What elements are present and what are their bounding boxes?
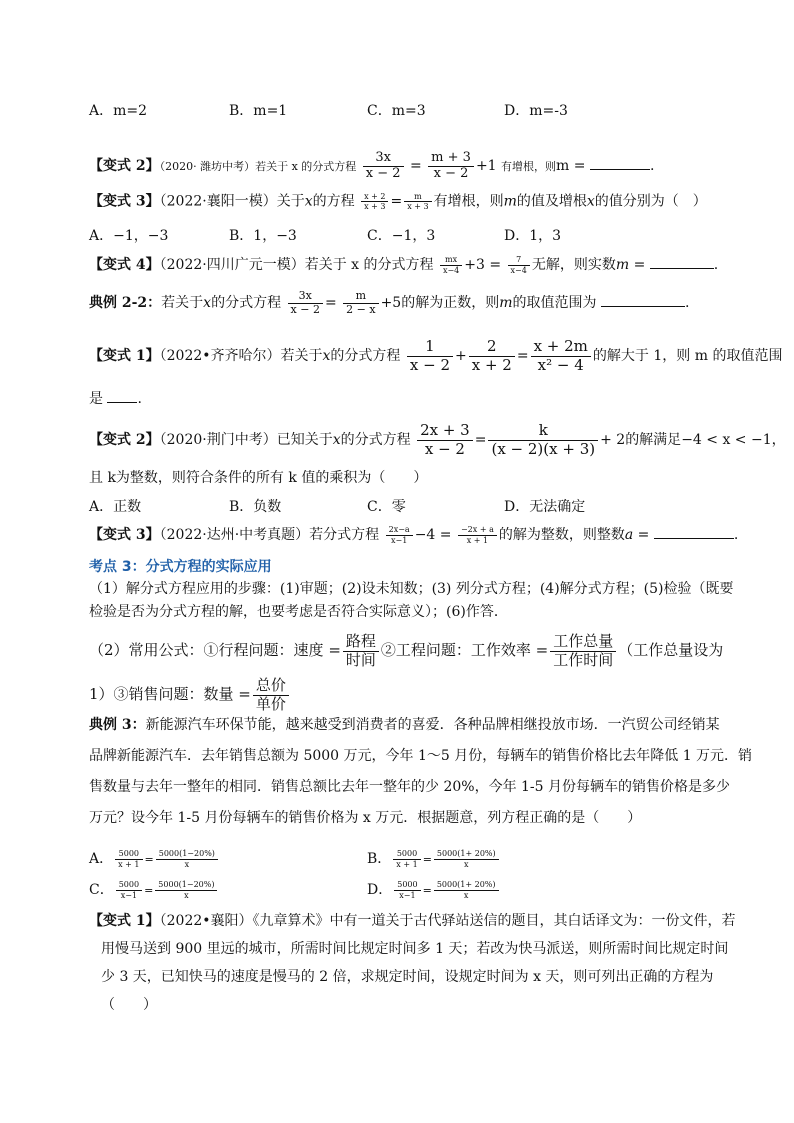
fraction: $\frac{m + 3}{x - 2}$ — [428, 151, 474, 182]
example-3-option-b: B． $\frac{5000}{x + 1}$ = $\frac{5000(1+ 20\%)}{x}$ — [367, 846, 501, 873]
section-heading: 考点 3：分式方程的实际应用 — [89, 559, 272, 575]
example-3-line3: 售数量与去年一整年的相同．销售总额比去年一整年的少 20%，今年 1-5 月份每辆车的销售价格是多少 — [89, 779, 731, 795]
variant-1c-line4: （ ） — [101, 997, 157, 1013]
steps-line2: 检验是否为分式方程的解，也要考虑是否符合实际意义）；(6)作答． — [89, 604, 508, 620]
variant-3b-question: 【变式 3】（2022·达州·中考真题）若分式方程 $\frac{2x-a}{x-1}$ −4 = $\frac{-2x + a}{x + 1}$ 的解为整数，则整数a = . — [89, 525, 739, 545]
fraction: $\frac{\text{总价}}{\text{单价}}$ — [253, 677, 289, 713]
fraction: $\frac{\text{路程}}{\text{时间}}$ — [343, 633, 379, 669]
answer-blank — [590, 155, 650, 170]
option-d: D．m=-3 — [504, 103, 568, 119]
fraction: $\frac{x + 2}{x + 3}$ — [361, 192, 388, 211]
fraction: $\frac{2}{x + 2}$ — [469, 338, 515, 374]
variant-4-question: 【变式 4】（2022·四川广元一模）若关于 x 的分式方程 $\frac{mx}{x-4}$ +3 = $\frac{7}{x-4}$ 无解，则实数m = . — [89, 255, 719, 275]
answer-blank — [650, 254, 714, 269]
example-2-2: 典例 2-2：若关于x的分式方程 $\frac{3x}{x - 2}$ = $\frac{m}{2 - x}$ +5的解为正数，则m的取值范围为 . — [89, 289, 690, 316]
example-3-line1: 典例 3：新能源汽车环保节能，越来越受到消费者的喜爱．各种品牌相继投放市场．一汽贸公司经销某 — [89, 717, 720, 733]
option-d: D．1，3 — [504, 228, 562, 244]
example-3-line2: 品牌新能源汽车．去年销售总额为 5000 万元，今年 1～5 月份，每辆车的销售价格比去年降低 1 万元．销 — [89, 748, 753, 764]
answer-blank — [601, 292, 685, 307]
answer-blank — [107, 388, 137, 403]
fraction: $\frac{k}{(x - 2)(x + 3)}$ — [488, 422, 598, 458]
option-b: B．m=1 — [229, 103, 288, 119]
variant-3-question: 【变式 3】（2022·襄阳一模）关于x的方程 $\frac{x + 2}{x + 3}$ = $\frac{m}{x + 3}$ 有增根，则m的值及增根x的值分别为（ ） — [89, 192, 707, 212]
variant-2b-question: 【变式 2】（2020·荆门中考）已知关于x的分式方程 $\frac{2x + 3}{x - 2}$ = $\frac{k}{(x - 2)(x + 3)}$ + 2的解满足−4 < x < −1， — [89, 421, 786, 458]
option-b: B．1，−3 — [229, 228, 297, 244]
option-c: C．−1，3 — [367, 228, 436, 244]
variant-2b-line2: 且 k为整数，则符合条件的所有 k 值的乘积为（ ） — [89, 470, 428, 486]
option-a: A．−1，−3 — [89, 228, 169, 244]
option-b: B．负数 — [229, 499, 282, 515]
fraction: $\frac{m}{2 - x}$ — [343, 290, 378, 316]
fraction: $\frac{2x-a}{x-1}$ — [386, 525, 413, 544]
fraction: $\frac{m}{x + 3}$ — [404, 192, 431, 211]
fraction: $\frac{x + 2m}{\text{x² − 4}}$ — [531, 338, 591, 374]
variant-label: 【变式 2】 — [89, 158, 160, 174]
example-3-line4: 万元？设今年 1-5 月份每辆车的销售价格为 x 万元．根据题意，列方程正确的是（ ） — [89, 810, 642, 826]
formulas-line1: （2）常用公式：①行程问题：速度 = $\frac{\text{路程}}{\text{时间}}$ ②工程问题：工作效率 = $\frac{\text{工作总量}}{\text{工作时间}}$ （工作总量设为 — [89, 632, 724, 669]
variant-1c-line1: 【变式 1】（2022•襄阳）《九章算术》中有一道关于古代驿站送信的题目，其白话译文为：一份文件，若 — [89, 913, 736, 929]
variant-2-question: 【变式 2】（2020· 潍坊中考）若关于 x 的分式方程 $\frac{3x}{x - 2}$ = $\frac{m + 3}{x - 2}$ +1 有增根，则m = . — [89, 149, 655, 181]
fraction: $\frac{3x}{x - 2}$ — [363, 151, 404, 182]
example-3-option-d: D． $\frac{5000}{x-1}$ = $\frac{5000(1+ 20\%)}{x}$ — [367, 877, 501, 904]
fraction: $\frac{3x}{x - 2}$ — [288, 290, 323, 316]
variant-1c-line2: 用慢马送到 900 里远的城市，所需时间比规定时间多 1 天；若改为快马派送，则所需时间比规定时间 — [101, 941, 729, 957]
fraction: $\frac{\text{工作总量}}{\text{工作时间}}$ — [550, 633, 616, 669]
example-3-option-a: A． $\frac{5000}{x + 1}$ = $\frac{5000(1-20\%)}{x}$ — [89, 846, 220, 873]
fraction: $\frac{2x + 3}{x - 2}$ — [417, 422, 473, 458]
option-a: A．正数 — [89, 499, 142, 515]
fraction: $\frac{7}{x-4}$ — [508, 255, 530, 274]
fraction: $\frac{-2x + a}{x + 1}$ — [458, 525, 497, 544]
option-c: C．零 — [367, 499, 406, 515]
answer-blank — [654, 524, 734, 539]
question-text: （2020· 潍坊中考）若关于 x 的分式方程 — [159, 160, 357, 173]
variant-1c-line3: 少 3 天，已知快马的速度是慢马的 2 倍，求规定时间，设规定时间为 x 天，则可列出正确的方程为 — [101, 969, 714, 985]
variant-1-line2: 是 . — [89, 388, 142, 408]
fraction: $\frac{1}{x - 2}$ — [407, 338, 453, 374]
fraction: $\frac{mx}{x-4}$ — [440, 255, 462, 274]
option-d: D．无法确定 — [504, 499, 586, 515]
option-c: C．m=3 — [367, 103, 426, 119]
steps-line1: （1）解分式方程应用的步骤：(1)审题；(2)设未知数；(3) 列分式方程；(4)解分式方程；(5)检验（既要 — [89, 581, 734, 597]
variant-1-question: 【变式 1】（2022•齐齐哈尔）若关于x的分式方程 $\frac{1}{x - 2}$ + $\frac{2}{x + 2}$ = $\frac{x + 2m}{\text{x² − 4}}$ 的解大于 1，则 m 的取值范围 — [89, 337, 783, 374]
option-a: A．m=2 — [89, 103, 148, 119]
formulas-line2: 1）③销售问题：数量 = $\frac{\text{总价}}{\text{单价}}$ — [89, 674, 291, 714]
example-3-option-c: C． $\frac{5000}{x-1}$ = $\frac{5000(1-20\%)}{x}$ — [89, 877, 219, 904]
